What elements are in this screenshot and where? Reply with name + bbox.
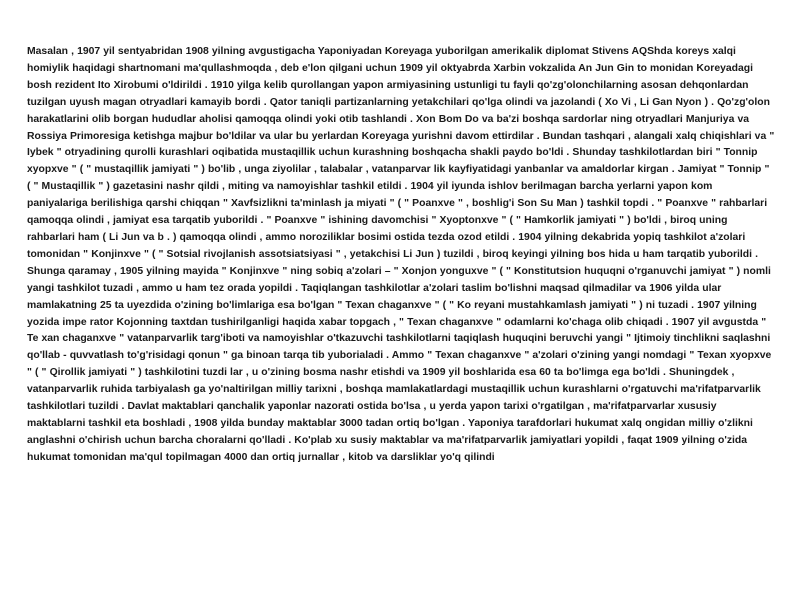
body-paragraph: Masalan , 1907 yil sentyabridan 1908 yilning avgustigacha Yaponiyadan Koreyaga yuborilgan amerikalik diplomat Stivens AQShda koreys xalqi homiylik haqidagi shartnomani ma'qullashmoqda , deb e'lon qilgani uchun 1909 yil oktyabrda Xarbin vokzalida An Jun Gin to monidan Koreyadagi bosh rezident Ito Xirobumi o'ldirildi . 1910 yilga kelib qurollangan yapon armiyasining ustunligi tu fayli qo'zg'olonchilarning asosan dehqonlardan tuzilgan uyush magan otryadlari kamayib bordi . Qator taniqli partizanlarning yetakchilari qo'lga olindi va jazolandi ( Xo Vi , Li Gan Nyon ) . Qo'zg'olon harakatlarini olib borgan hududlar aholisi qamoqqa olindi yoki otib tashlandi . Xon Bom Do va ba'zi boshqa sardorlar ning otryadlari Manjuriya va Rossiya Primoresiga ketishga majbur bo'ldilar va ular bu yerlardan Koreyaga yurishni davom ettirdilar . Bundan tashqari , alangali xalq chiqishlari va " Iybek " otryadining qurolli kurashlari oqibatida mustaqillik uchun kurashning boshqacha shakli paydo bo'ldi . Shunday tashkilotlardan biri " Tonnip xyopxve " ( " mustaqillik jamiyati " ) bo'lib , unga ziyolilar , talabalar , vatanparvar lik kayfiyatidagi yanbanlar va amaldorlar kirgan . Jamiyat " Tonnip " ( " Mustaqillik " ) gazetasini nashr qildi , miting va namoyishlar tashkil etildi . 1904 yil iyunda ishlov berilmagan barcha yerlarni yapon kom paniyalariga berilishiga qarshi chiqqan " Xavfsizlikni ta'minlash ja miyati " ( " Poanxve " , boshlig'i Son Su Man ) tashkil topdi . " Poanxve " rahbarlari qamoqqa olindi , jamiyat esa tarqatib yuborildi . " Poanxve " ishining davomchisi " Xyoptonxve " ( " Hamkorlik jamiyati " ) bo'ldi , biroq uning rahbarlari ham ( Li Jun va b . ) qamoqqa olindi , ammo noroziliklar bosimi ostida tezda ozod etildi . 1904 yilning dekabrida yopiq tashkilot a'zolari tomonidan " Konjinxve " ( " Sotsial rivojlanish assotsiatsiyasi " , yetakchisi Li Jun ) tuzildi , biroq keyingi yilning bos hida u ham tarqatib yuborildi . Shunga qaramay , 1905 yilning mayida " Konjinxve " ning sobiq a'zolari – " Xonjon yonguxve " ( " Konstitutsion huquqni o'rganuvchi jamiyat " ) nomli yangi tashkilot tuzadi , ammo u ham tez orada yopildi . Taqiqlangan tashkilotlar a'zolari taslim bo'lishni maqsad qilmadilar va 1906 yilda ular mamlakatning 25 ta uyezdida o'zining bo'limlariga esa bo'lgan " Texan chaganxve " ( " Ko reyani mustahkamlash jamiyati " ) ni tuzadi . 1907 yilning yozida impe rator Kojonning taxtdan tushirilganligi haqida xabar topgach , " Texan chaganxve " odamlarni ko'chaga olib chiqadi . 1907 yil avgustda " Te xan chaganxve " vatanparvarlik targ'iboti va namoyishlar o'tkazuvchi tashkilotlarni taqiqlash huquqini beruvchi yangi " Ijtimoiy tinchlikni saqlashni qo'llab - quvvatlash to'g'risidagi qonun " ga binoan tarqa tib yuborialadi . Ammo " Texan chaganxve " a'zolari o'zining yangi nomdagi " Texan xyopxve " ( " Qirollik jamiyati " ) tashkilotini tuzdi lar , u o'zining bosma nashr etishdi va 1909 yil boshlarida esa 60 ta bo'limga ega bo'ldi . Shuningdek , vatanparvarlik ruhida tarbiyalash ga yo'naltirilgan milliy tarixni , boshqa mamlakatlardagi mustaqillik uchun kurashlarni o'rgatuvchi ma'rifatparvarlik tashkilotlari tuzildi . Davlat maktablari qanchalik yaponlar nazorati ostida bo'lsa , u yerda yapon tarixi o'rgatilgan , ma'rifatparvarlar xususiy maktablarni tashkil eta boshladi , 1908 yilda bunday maktablar 3000 tadan ortiq bo'lgan . Yaponiya tarafdorlari hukumat xalq ongidan milliy o'zlikni anglashni o'chirish uchun barcha choralarni qo'lladi . Ko'plab xu susiy maktablar va ma'rifatparvarlik jamiyatlari yopildi , faqat 1909 yilning o'zida hukumat tomonidan ma'qul topilmagan 4000 dan ortiq jurnallar , kitob va darsliklar yo'q qilindi	[27, 46, 775, 463]
document-page	[27, 44, 775, 467]
